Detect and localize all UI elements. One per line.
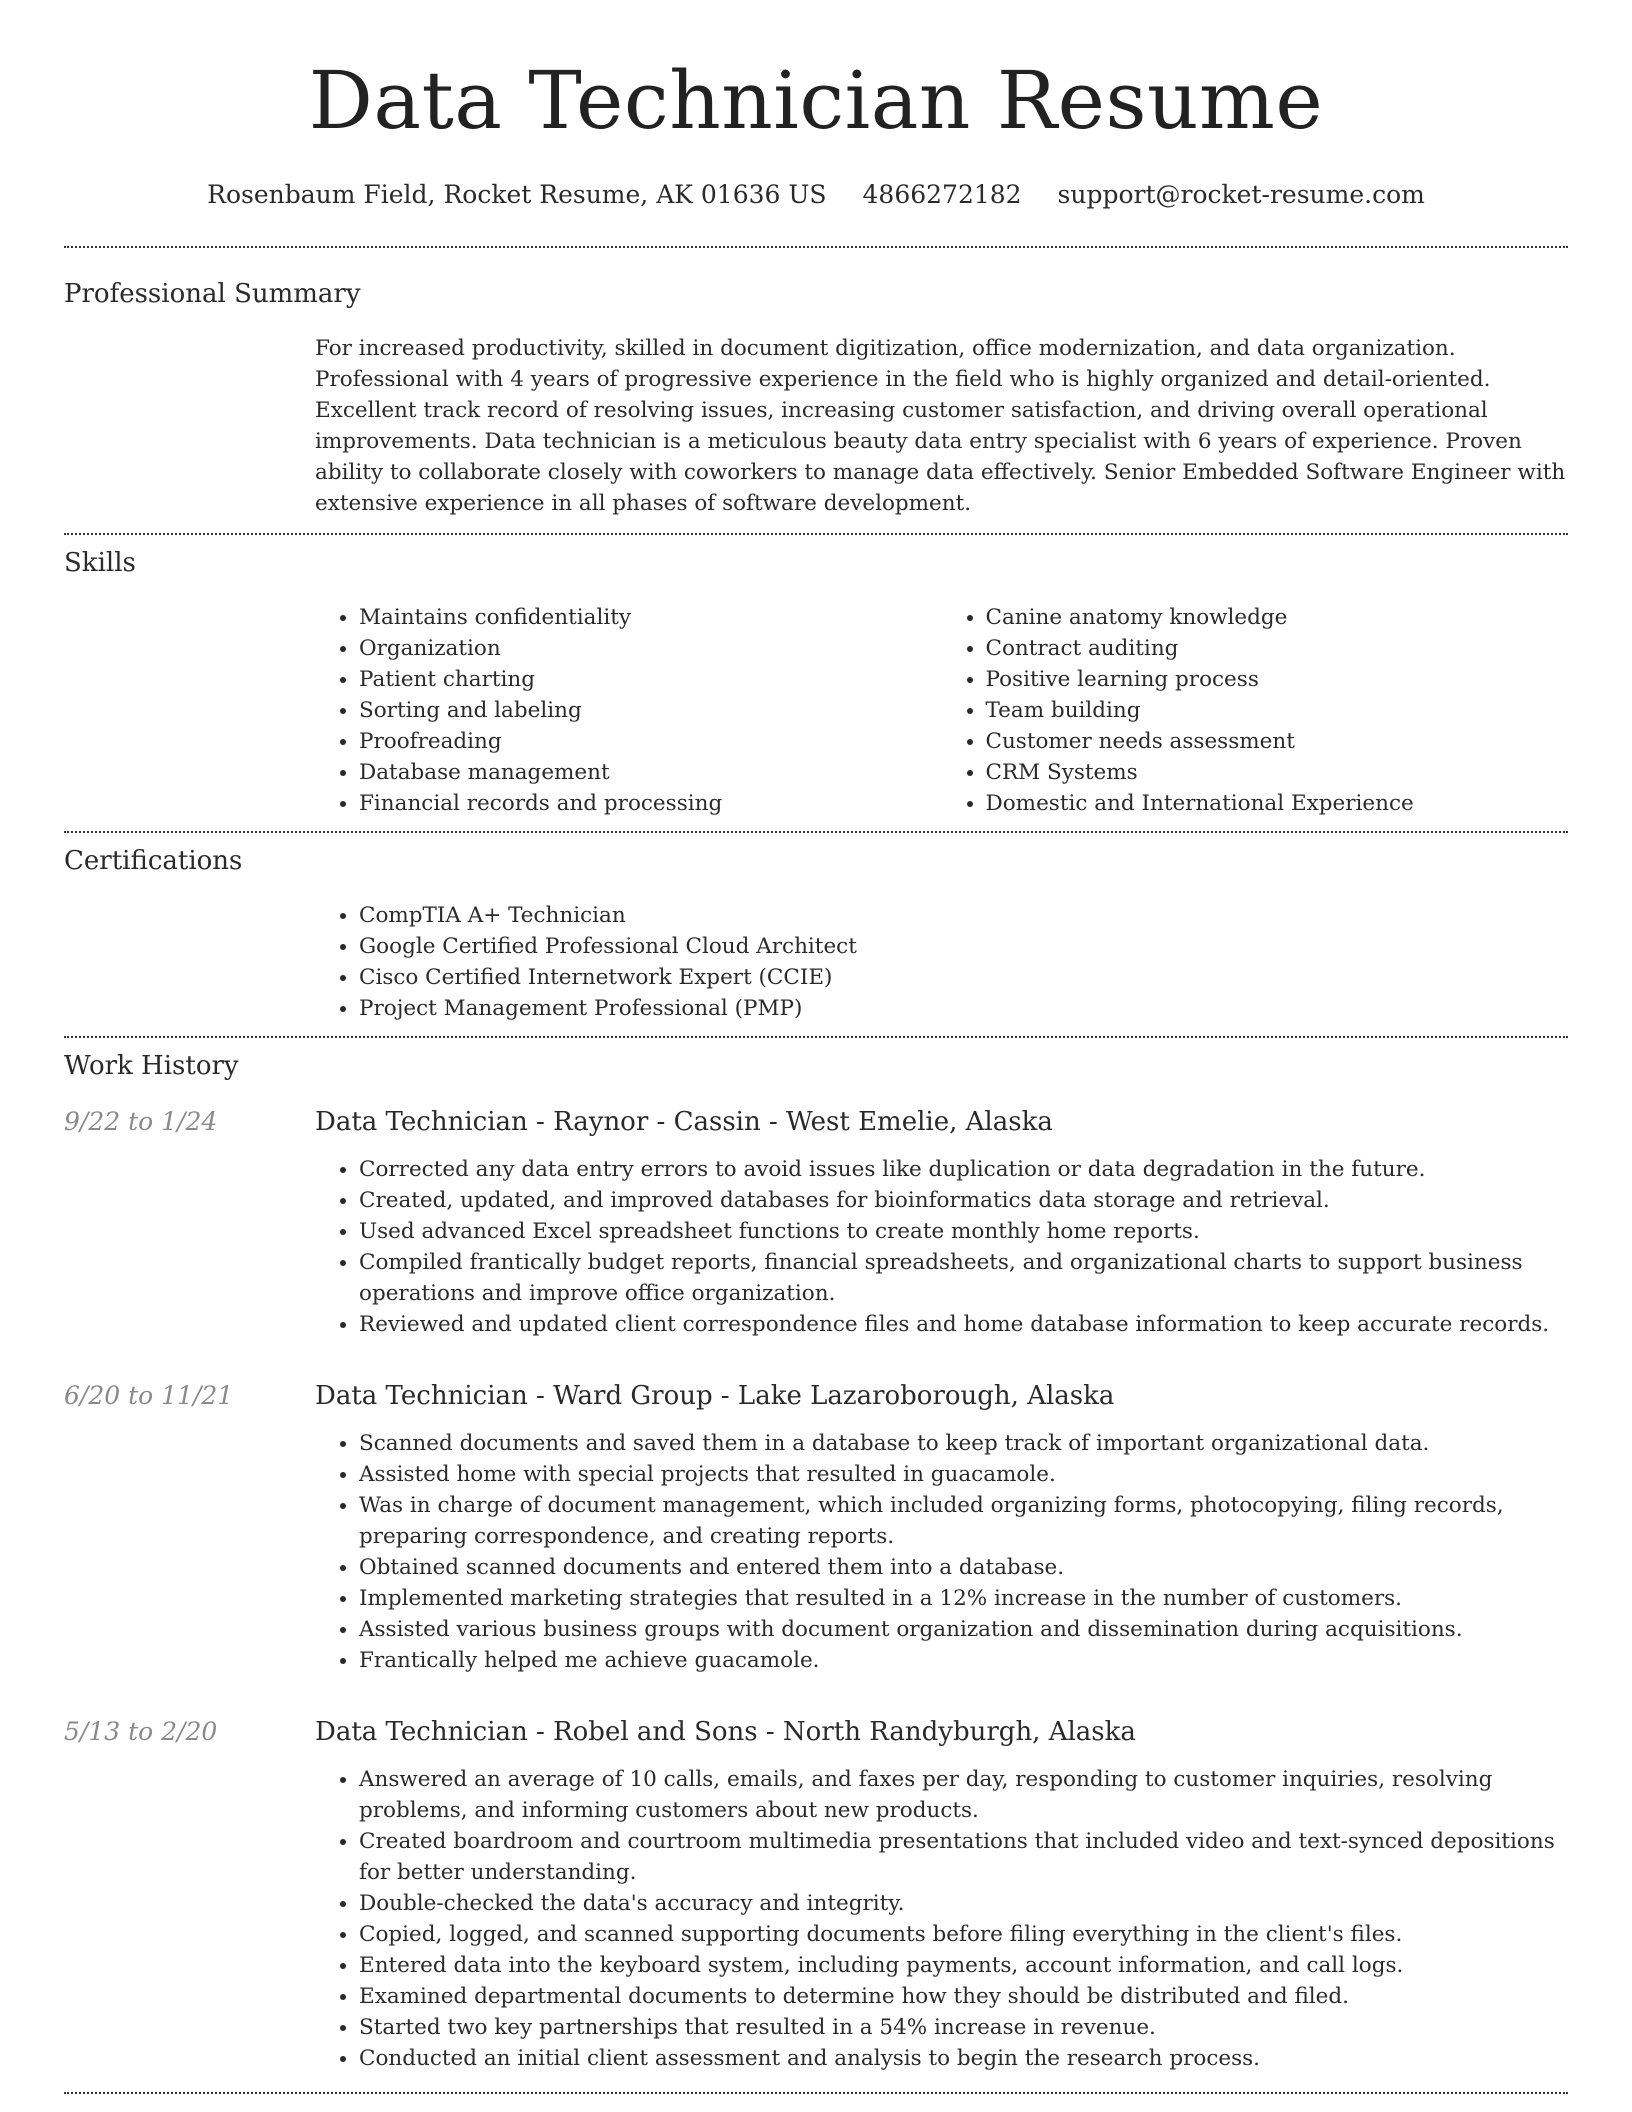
job-entry — [64, 1715, 1568, 2074]
job-bullet: • Copied, logged, and scanned supporting documents before filing everything in the client's files. — [359, 1919, 1568, 1950]
skill-item: • Organization — [359, 633, 942, 664]
job-bullet: • Compiled frantically budget reports, financial spreadsheets, and organizational charts to support business operations and improve office organization. — [359, 1247, 1568, 1309]
skills-section — [64, 535, 1568, 819]
skill-item: • Customer needs assessment — [986, 726, 1569, 757]
job-bullet: • Double-checked the data's accuracy and integrity. — [359, 1888, 1568, 1919]
job-bullet: • Assisted home with special projects that resulted in guacamole. — [359, 1459, 1568, 1490]
skill-item: • Canine anatomy knowledge — [986, 602, 1569, 633]
skill-item: • Database management — [359, 757, 942, 788]
work-history-heading: Work History — [64, 1051, 239, 1081]
job-bullet: • Corrected any data entry errors to avoid issues like duplication or data degradation in the future. — [359, 1154, 1568, 1185]
certifications-section — [64, 833, 1568, 1024]
summary-section — [64, 248, 1568, 519]
certification-item: • Google Certified Professional Cloud Architect — [359, 931, 1568, 962]
certification-item: • Cisco Certified Internetwork Expert (CCIE) — [359, 962, 1568, 993]
contact-address: Rosenbaum Field, Rocket Resume, AK 01636 US — [207, 180, 827, 209]
divider — [64, 2092, 1568, 2094]
job-dates: 6/20 to 11/21 — [64, 1381, 234, 1410]
contact-phone: 4866272182 — [862, 180, 1022, 209]
skills-list-left — [315, 602, 942, 819]
skill-item: • Financial records and processing — [359, 788, 942, 819]
job-entry — [64, 1379, 1568, 1676]
job-dates: 5/13 to 2/20 — [64, 1717, 218, 1746]
skill-item: • Contract auditing — [986, 633, 1569, 664]
job-bullet: • Implemented marketing strategies that resulted in a 12% increase in the number of customers. — [359, 1583, 1568, 1614]
skill-item: • Patient charting — [359, 664, 942, 695]
job-bullet: • Answered an average of 10 calls, emails, and faxes per day, responding to customer inquiries, resolving problems, and informing customers about new products. — [359, 1764, 1568, 1826]
skill-item: • Maintains confidentiality — [359, 602, 942, 633]
skill-item: • Positive learning process — [986, 664, 1569, 695]
skill-item: • Team building — [986, 695, 1569, 726]
work-history-section — [64, 1038, 1568, 2074]
skills-list-right — [942, 602, 1569, 819]
job-bullet: • Examined departmental documents to determine how they should be distributed and filed. — [359, 1981, 1568, 2012]
summary-text: For increased productivity, skilled in document digitization, office modernization, and data organization. Professional with 4 years of progressive experience in the field who is highly organized and detail-oriented. Excellent track record of resolving issues, increasing customer satisfaction, and driving overall operational improvements. Data technician is a meticulous beauty data entry specialist with 6 years of experience. Proven ability to collaborate closely with coworkers to manage data effectively. Senior Embedded Software Engineer with extensive experience in all phases of software development. — [315, 336, 1566, 516]
skill-item: • CRM Systems — [986, 757, 1569, 788]
job-entry — [64, 1105, 1568, 1340]
job-bullet: • Created boardroom and courtroom multimedia presentations that included video and text-synced depositions for better understanding. — [359, 1826, 1568, 1888]
job-bullets — [315, 1154, 1568, 1340]
job-title: Data Technician - Raynor - Cassin - West Emelie, Alaska — [315, 1107, 1053, 1137]
job-bullet: • Started two key partnerships that resulted in a 54% increase in revenue. — [359, 2012, 1568, 2043]
job-bullets — [315, 1428, 1568, 1676]
certifications-heading: Certifications — [64, 846, 243, 876]
job-bullet: • Entered data into the keyboard system, including payments, account information, and call logs. — [359, 1950, 1568, 1981]
job-bullet: • Assisted various business groups with document organization and dissemination during acquisitions. — [359, 1614, 1568, 1645]
job-bullet: • Reviewed and updated client correspondence files and home database information to keep accurate records. — [359, 1309, 1568, 1340]
job-title: Data Technician - Robel and Sons - North Randyburgh, Alaska — [315, 1717, 1136, 1747]
skill-item: • Proofreading — [359, 726, 942, 757]
certification-item: • CompTIA A+ Technician — [359, 900, 1568, 931]
job-bullets — [315, 1764, 1568, 2074]
contact-email: support@rocket-resume.com — [1057, 180, 1425, 209]
job-bullet: • Was in charge of document management, which included organizing forms, photocopying, filing records, preparing correspondence, and creating reports. — [359, 1490, 1568, 1552]
skill-item: • Sorting and labeling — [359, 695, 942, 726]
job-bullet: • Used advanced Excel spreadsheet functions to create monthly home reports. — [359, 1216, 1568, 1247]
job-bullet: • Conducted an initial client assessment and analysis to begin the research process. — [359, 2043, 1568, 2074]
skills-heading: Skills — [64, 548, 136, 578]
certification-item: • Project Management Professional (PMP) — [359, 993, 1568, 1024]
job-bullet: • Frantically helped me achieve guacamole. — [359, 1645, 1568, 1676]
job-bullet: • Obtained scanned documents and entered them into a database. — [359, 1552, 1568, 1583]
skill-item: • Domestic and International Experience — [986, 788, 1569, 819]
contact-line — [64, 178, 1568, 212]
certifications-list — [315, 900, 1568, 1024]
job-dates: 9/22 to 1/24 — [64, 1107, 218, 1136]
summary-heading: Professional Summary — [64, 279, 361, 309]
job-title: Data Technician - Ward Group - Lake Lazaroborough, Alaska — [315, 1381, 1115, 1411]
job-bullet: • Created, updated, and improved databases for bioinformatics data storage and retrieval. — [359, 1185, 1568, 1216]
resume-title: Data Technician Resume — [308, 54, 1324, 147]
job-bullet: • Scanned documents and saved them in a database to keep track of important organizational data. — [359, 1428, 1568, 1459]
